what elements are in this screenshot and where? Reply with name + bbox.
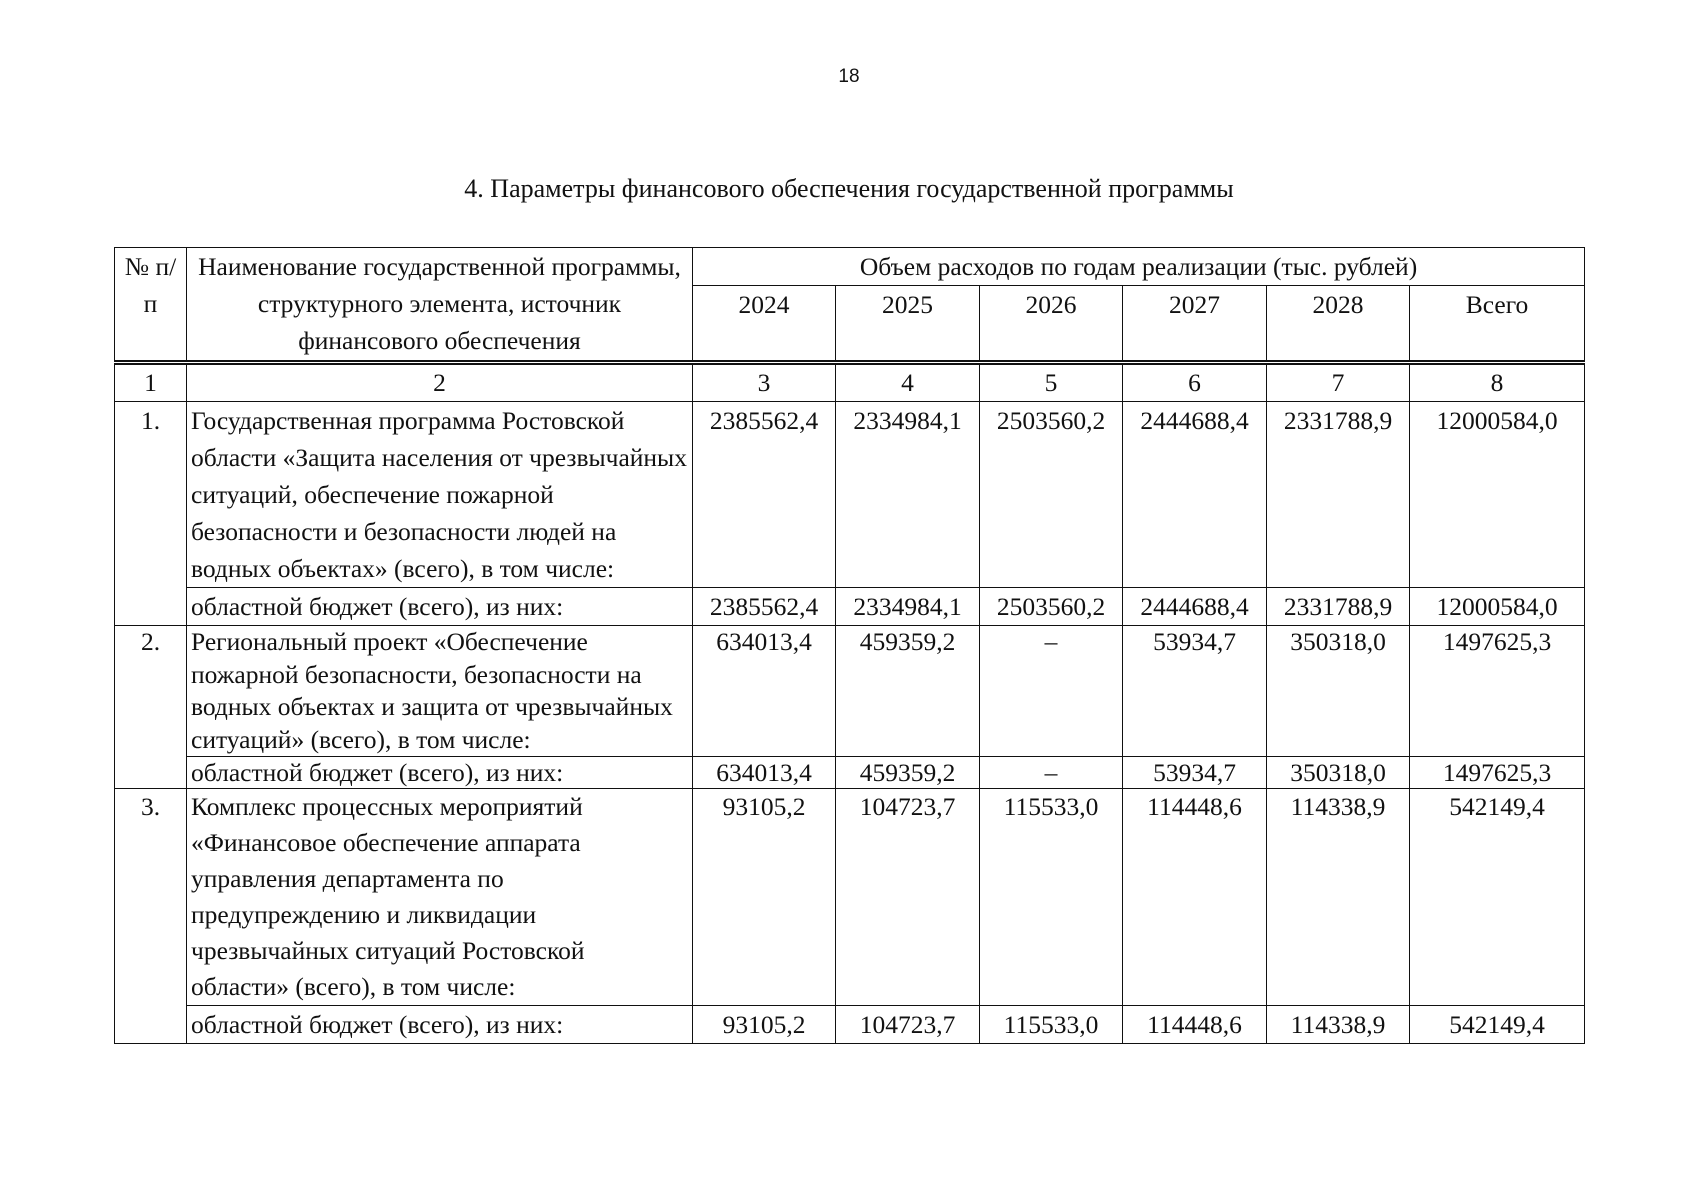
table-subrow [115, 757, 1585, 789]
total-cell: 542149,4 [1410, 1006, 1585, 1044]
value-cell: 2331788,9 [1267, 588, 1410, 626]
value-cell: 2444688,4 [1123, 402, 1267, 588]
column-number: 3 [693, 363, 836, 402]
header-year: 2025 [836, 286, 980, 363]
value-cell: 2334984,1 [836, 402, 980, 588]
value-cell: 93105,2 [693, 789, 836, 1006]
column-number: 1 [115, 363, 187, 402]
total-cell: 12000584,0 [1410, 402, 1585, 588]
total-cell: 1497625,3 [1410, 757, 1585, 789]
column-number: 6 [1123, 363, 1267, 402]
subrow-name: областной бюджет (всего), из них: [187, 588, 693, 626]
value-cell: 114338,9 [1267, 789, 1410, 1006]
subrow-name: областной бюджет (всего), из них: [187, 1006, 693, 1044]
header-year: 2027 [1123, 286, 1267, 363]
header-year: 2024 [693, 286, 836, 363]
value-cell: 53934,7 [1123, 757, 1267, 789]
table-subrow [115, 588, 1585, 626]
page-number: 18 [838, 66, 860, 87]
value-cell: 2503560,2 [980, 588, 1123, 626]
header-num: № п/п [115, 248, 187, 363]
header-expenses-group: Объем расходов по годам реализации (тыс. рублей) [693, 248, 1585, 286]
row-number: 2. [115, 626, 187, 789]
value-cell: 2385562,4 [693, 588, 836, 626]
row-number: 3. [115, 789, 187, 1044]
value-cell: 2334984,1 [836, 588, 980, 626]
value-cell: 350318,0 [1267, 757, 1410, 789]
row-number: 1. [115, 402, 187, 626]
total-cell: 1497625,3 [1410, 626, 1585, 757]
value-cell: 634013,4 [693, 757, 836, 789]
header-total: Всего [1410, 286, 1585, 363]
row-name: Комплекс процессных мероприятий «Финансовое обеспечение аппарата управления департамента по предупреждению и ликвидации чрезвычайных ситуаций Ростовской области» (всего), в том числе: [187, 789, 693, 1006]
header-year: 2026 [980, 286, 1123, 363]
value-cell: 2503560,2 [980, 402, 1123, 588]
subrow-name: областной бюджет (всего), из них: [187, 757, 693, 789]
header-year: 2028 [1267, 286, 1410, 363]
value-cell: 104723,7 [836, 1006, 980, 1044]
value-cell: 2385562,4 [693, 402, 836, 588]
total-cell: 542149,4 [1410, 789, 1585, 1006]
value-cell: 459359,2 [836, 757, 980, 789]
row-name: Региональный проект «Обеспечение пожарной безопасности, безопасности на водных объектах и защита от чрезвычайных ситуаций» (всего), в том числе: [187, 626, 693, 757]
table-subrow [115, 1006, 1585, 1044]
value-cell: 350318,0 [1267, 626, 1410, 757]
value-cell: 115533,0 [980, 789, 1123, 1006]
total-cell: 12000584,0 [1410, 588, 1585, 626]
column-number: 2 [187, 363, 693, 402]
value-cell: – [980, 626, 1123, 757]
table-row [115, 402, 1585, 588]
value-cell: 104723,7 [836, 789, 980, 1006]
value-cell: 93105,2 [693, 1006, 836, 1044]
value-cell: – [980, 757, 1123, 789]
value-cell: 114338,9 [1267, 1006, 1410, 1044]
value-cell: 53934,7 [1123, 626, 1267, 757]
financing-table [114, 247, 1585, 1044]
table-row [115, 626, 1585, 757]
value-cell: 114448,6 [1123, 789, 1267, 1006]
row-name: Государственная программа Ростовской области «Защита населения от чрезвычайных ситуаций, обеспечение пожарной безопасности и безопасности людей на водных объектах» (всего), в том числе: [187, 402, 693, 588]
value-cell: 114448,6 [1123, 1006, 1267, 1044]
value-cell: 634013,4 [693, 626, 836, 757]
column-number: 5 [980, 363, 1123, 402]
value-cell: 459359,2 [836, 626, 980, 757]
header-row-1 [115, 248, 1585, 286]
value-cell: 2444688,4 [1123, 588, 1267, 626]
section-title: 4. Параметры финансового обеспечения государственной программы [464, 174, 1234, 203]
column-number: 4 [836, 363, 980, 402]
header-name: Наименование государственной программы, структурного элемента, источник финансового обеспечения [187, 248, 693, 363]
value-cell: 2331788,9 [1267, 402, 1410, 588]
column-number: 8 [1410, 363, 1585, 402]
value-cell: 115533,0 [980, 1006, 1123, 1044]
column-number: 7 [1267, 363, 1410, 402]
column-numbers-row [115, 363, 1585, 402]
table-row [115, 789, 1585, 1006]
